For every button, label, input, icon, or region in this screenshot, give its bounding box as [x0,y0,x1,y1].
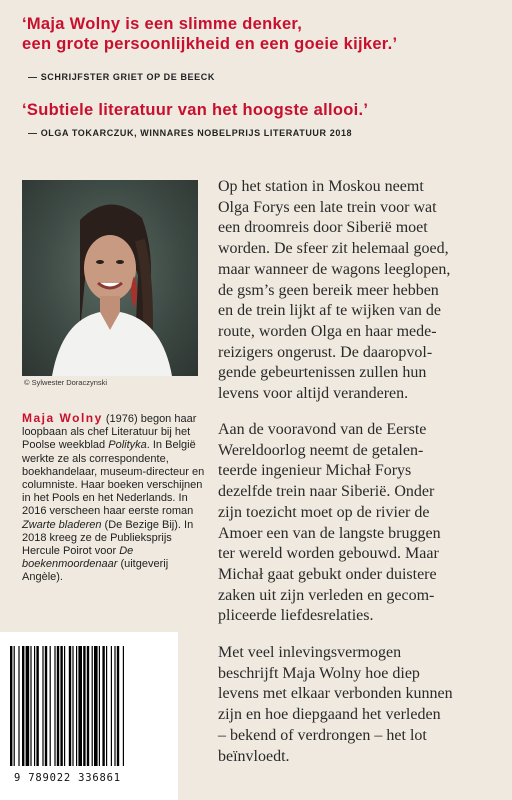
blurb-line: worden. De sfeer zit helemaal goed, [218,240,449,258]
bio-italic-3: De boekenmoordenaar [22,545,134,571]
blurb-line: Aan de vooravond van de Eerste [218,421,427,438]
blurb-line: Olga Forys een late trein voor wat [218,198,437,216]
quote-1 [22,14,494,54]
bio-text-4: (uitgeverij Angèle). [22,558,169,584]
author-bio [22,412,207,585]
photo-credit: © Sylwester Doraczynski [24,378,108,387]
quote-2-attribution: — OLGA TOKARCZUK, WINNARES NOBELPRIJS LITERATUUR 2018 [28,128,353,138]
blurb-paragraph-1 [218,177,500,405]
blurb-line: ter wereld worden gebouwd. Maar [218,545,439,563]
blurb-line: een droomreis door Siberië moet [218,219,428,237]
blurb-line: dezelfde trein naar Siberië. Onder [218,483,435,501]
blurb-paragraph-3 [218,643,500,767]
blurb-line: beïnvloedt. [218,747,290,765]
blurb-line: levens voor altijd veranderen. [218,385,409,403]
bio-italic-1: Polityka [108,439,147,452]
blurb-line: Amoer een van de langste bruggen [218,524,441,542]
author-portrait-illustration [22,180,198,376]
blurb-line: – bekend of verdrongen – het lot [218,726,427,744]
blurb-line: Op het station in Moskou neemt [218,178,424,195]
blurb-line: de gsm’s geen bereik meer hebben [218,281,439,299]
quote-2-line-1: ‘Subtiele literatuur van het hoogste allooi.’ [22,101,369,119]
bio-text-3: (De Bezige Bij). In 2018 kreeg ze de Publieksprijs Hercule Poirot voor [22,518,194,558]
author-birth-year: (1976) [102,413,138,425]
blurb-line: beschrijft Maja Wolny hoe diep [218,664,420,682]
barcode [0,632,178,800]
quote-1-line-1: ‘Maja Wolny is een slimme denker, [22,15,303,33]
blurb-line: Wereldoorlog neemt de getalen- [218,441,424,459]
blurb-line: teerde ingenieur Michał Forys [218,462,412,480]
blurb-line: pliceerde liefdesrelaties. [218,607,374,625]
blurb-line: en de trein lijkt af te wijken van de [218,302,442,320]
blurb-line: zaken uit zijn verleden en gecom- [218,586,435,604]
blurb-line: levens met elkaar verbonden kunnen [218,685,453,703]
bio-text-2: . In België werkte ze als correspondente, boekhandelaar, museum-directeur en columniste. Haar boeken verschijnen in het Pools en het Nederlands. In 2016 verscheen haar eerste roman [22,439,205,518]
quote-1-attribution: — SCHRIJFSTER GRIET OP DE BEECK [28,72,215,82]
quote-2 [22,100,494,120]
isbn-number: 9 789022 336861 [14,772,121,784]
blurb-line: route, worden Olga en haar mede- [218,322,437,340]
quote-1-line-2: een grote persoonlijkheid en een goeie kijker.’ [22,35,398,53]
bio-italic-2: Zwarte bladeren [22,518,102,531]
author-photo [22,180,198,376]
author-name: Maja Wolny [22,411,103,425]
blurb-line: gende gebeurtenissen zullen hun [218,364,427,382]
blurb-line: maar wanneer de wagons leeglopen, [218,260,451,278]
blurb-line: zijn toezicht moet op de rivier de [218,503,430,521]
blurb-line: reizigers ongerust. De daaropvol- [218,343,433,361]
blurb-line: Michał gaat gebukt onder duistere [218,565,437,583]
blurb-line: Met veel inlevingsvermogen [218,644,402,661]
blurb-paragraph-2 [218,420,500,627]
barcode-bars [10,646,170,766]
bio-text-1: begon haar loopbaan als chef Literatuur bij het Poolse weekblad [22,413,197,452]
blurb-line: zijn en hoe diepgaand het verleden [218,706,441,724]
